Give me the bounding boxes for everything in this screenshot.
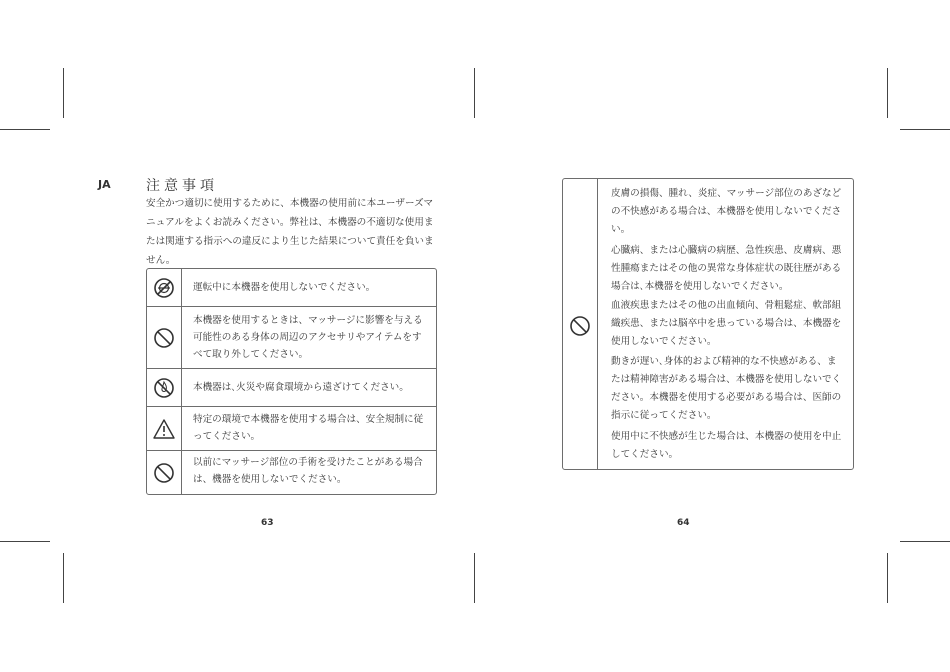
paragraph: 動きが遅い､身体的および精神的な不快感がある、または精神障害がある場合は、本機器を使用しないでください。本機器を使用する必要がある場合は、医師の指示に従ってください。 [611,356,842,421]
crop-mark [63,553,64,603]
crop-mark [474,553,475,603]
icon-cell [147,369,182,407]
paragraph: 皮膚の損傷、腫れ、炎症、マッサージ部位のあざなどの不快感がある場合は、本機器を使用しないでください。 [611,188,842,235]
prohibition-icon [153,327,175,349]
precautions-table [146,268,437,495]
table-row-text: 以前にマッサージ部位の手術を受けたことがある場合は、機器を使用しないでください。 [193,457,423,485]
paragraph: 使用中に不快感が生じた場合は、本機器の使用を中止してください。 [611,431,842,460]
language-code: JA [98,178,111,191]
page-number: 64 [677,518,690,528]
prohibition-icon [569,315,591,337]
icon-cell [563,179,598,469]
crop-mark [474,68,475,118]
precautions-table-continued [562,178,854,470]
prohibition-icon [153,462,175,484]
table-row [147,406,436,451]
crop-mark [900,129,950,130]
crop-mark [0,541,50,542]
table-row-text: 本機器は､火災や腐食環境から遠ざけてください。 [193,382,409,393]
no-fire-icon [153,377,175,399]
paragraph: 心臓病、または心臓病の病歴、急性疾患、皮膚病、悪性腫瘍またはその他の異常な身体症状の既往歴がある場合は､本機器を使用しないでください。 [611,245,842,292]
icon-cell [147,407,182,451]
crop-mark [0,129,50,130]
crop-mark [887,68,888,118]
page-number: 63 [261,518,274,528]
icon-cell [147,307,182,369]
table-row [147,368,436,407]
table-row-text: 運転中に本機器を使用しないでください。 [193,282,376,293]
no-use-while-driving-icon [153,277,175,299]
warning-triangle-icon [152,418,176,440]
crop-mark [887,553,888,603]
table-row [147,269,436,306]
section-title: 注意事項 [146,178,218,194]
crop-mark [900,541,950,542]
icon-cell [147,269,182,306]
icon-cell [147,451,182,495]
table-row [147,306,436,369]
table-row-text: 本機器を使用するときは、マッサージに影響を与える可能性のある身体の周辺のアクセサリやアイテムをすべて取り外してください。 [193,315,423,360]
paragraph: 血液疾患またはその他の出血傾向、骨粗鬆症、軟部組織疾患、または脳卒中を患っている場合は、本機器を使用しないでください。 [611,300,842,347]
intro-paragraph: 安全かつ適切に使用するために、本機器の使用前に本ユーザーズマニュアルをよくお読みください。弊社は、本機器の不適切な使用または関連する指示への違反により生じた結果について責任を負いません。 [146,198,434,266]
crop-mark [63,68,64,118]
table-row-text: 特定の環境で本機器を使用する場合は、安全規制に従ってください。 [193,414,424,442]
table-row [147,450,436,495]
